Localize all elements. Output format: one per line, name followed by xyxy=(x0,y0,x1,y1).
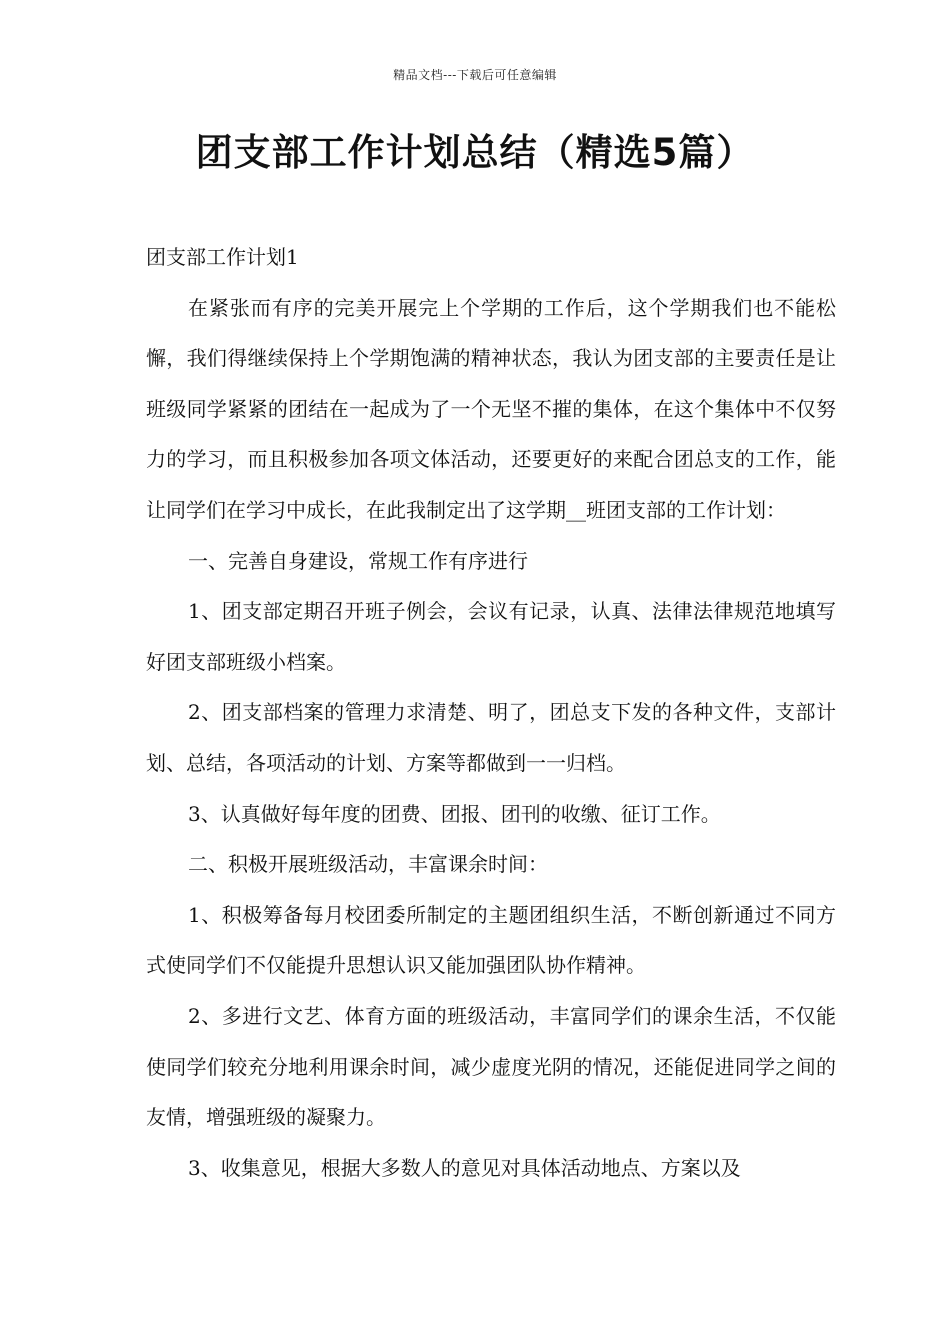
paragraph: 1、积极筹备每月校团委所制定的主题团组织生活，不断创新通过不同方式使同学们不仅能提升思想认识又能加强团队协作精神。 xyxy=(146,902,836,978)
paragraph: 2、团支部档案的管理力求清楚、明了，团总支下发的各种文件，支部计划、总结，各项活动的计划、方案等都做到一一归档。 xyxy=(146,700,836,775)
paragraph: 在紧张而有序的完美开展完上个学期的工作后，这个学期我们也不能松懈，我们得继续保持上个学期饱满的精神状态，我认为团支部的主要责任是让班级同学紧紧的团结在一起成为了一个无坚不摧的集体，在这个集体中不仅努力的学习，而且积极参加各项文体活动，还要更好的来配合团总支的工作，能让同学们在学习中成长，在此我制定出了这学期__班团支部的工作计划： xyxy=(146,295,836,522)
paragraph: 2、多进行文艺、体育方面的班级活动，丰富同学们的课余生活，不仅能使同学们较充分地利用课余时间，减少虚度光阴的情况，还能促进同学之间的友情，增强班级的凝聚力。 xyxy=(146,1003,836,1130)
document-body xyxy=(146,232,836,1193)
paragraph: 一、完善自身建设，常规工作有序进行 xyxy=(188,548,528,573)
paragraph: 二、积极开展班级活动，丰富课余时间： xyxy=(188,852,548,877)
document-title: 团支部工作计划总结（精选5篇） xyxy=(195,131,755,174)
paragraph: 3、认真做好每年度的团费、团报、团刊的收缴、征订工作。 xyxy=(188,801,721,826)
paragraph: 1、团支部定期召开班子例会，会议有记录，认真、法律法律规范地填写好团支部班级小档案。 xyxy=(146,599,836,674)
section-heading: 团支部工作计划1 xyxy=(146,245,299,269)
header-note: 精品文档---下载后可任意编辑 xyxy=(393,68,557,82)
paragraph: 3、收集意见，根据大多数人的意见对具体活动地点、方案以及 xyxy=(188,1155,741,1180)
